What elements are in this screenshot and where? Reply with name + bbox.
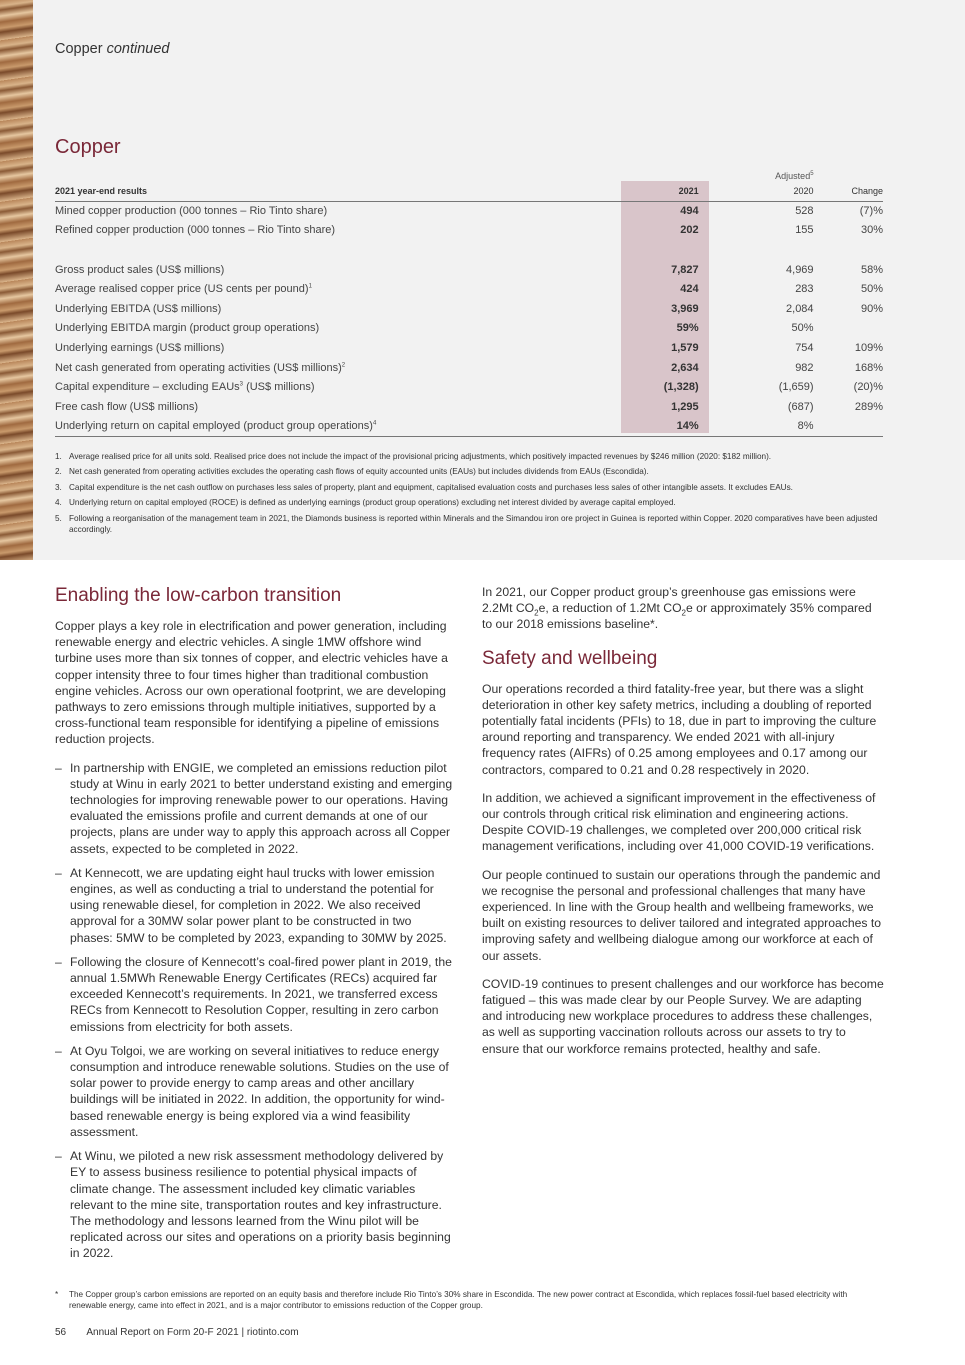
row-label: Capital expenditure – excluding EAUs$^3$ (US$ millions) — [55, 381, 315, 394]
note-item: 2. Net cash generated from operating activities excludes the operating cash flows of equity accounted units (EAUs) but includes dividends from EAUs (Escondida). — [55, 467, 649, 477]
value-change: (7)% — [859, 205, 883, 218]
value-2020: 8% — [705, 417, 814, 437]
value-2020: (1,659) — [778, 381, 814, 394]
value-2021: 3,969 — [671, 302, 699, 315]
value-2021: 1,579 — [671, 341, 699, 354]
value-change — [814, 417, 883, 437]
value-change: 58% — [860, 263, 883, 276]
heading-low-carbon: Enabling the low-carbon transition — [55, 585, 342, 606]
value-change: 50% — [860, 283, 883, 296]
value-2020: 4,969 — [786, 263, 814, 276]
section-title: Copper — [55, 136, 121, 158]
bullet-item: – In partnership with ENGIE, we completed an emissions reduction pilot study at Winu in early 2021 to better understand existing and emerging technologies for improving renewable power to our operations. Having evaluated the emissions profile and current demands at one of our projects, plans are under way to apply this approach across all Copper assets, expected to be completed in 2022. — [55, 760, 453, 856]
table-row — [55, 221, 883, 241]
value-2021: (1,328) — [663, 381, 699, 394]
value-2021: 494 — [680, 205, 699, 218]
row-label: Underlying EBITDA (US$ millions) — [55, 302, 222, 315]
header-2020: 2020 — [705, 181, 814, 201]
row-label: Underlying return on capital employed (product group operations)$^4$ — [55, 417, 529, 437]
value-2020: 982 — [795, 361, 814, 374]
note-item: 4. Underlying return on capital employed (ROCE) is defined as underlying earnings (product group operations) excluding net interest divided by average capital employed. — [55, 498, 676, 508]
report-name: Annual Report on Form 20-F 2021 — [86, 1327, 239, 1338]
row-label: Underlying earnings (US$ millions) — [55, 341, 225, 354]
value-change: 168% — [854, 361, 883, 374]
value-2020: 528 — [795, 205, 814, 218]
row-label: Free cash flow (US$ millions) — [55, 400, 199, 413]
safety-paragraph: Our operations recorded a third fatality-free year, but there was a slight deterioration in other key safety metrics, including a doubling of reported potentially fatal incidents (PFIs) to 18, due in part to improving the culture around reporting and transparency. We ended 2021 with all-injury frequency rates (AIFRs) of 0.25 among employees and 0.17 among our contractors, compared to 0.21 and 0.28 respectively in 2020. — [482, 681, 877, 777]
value-change: 109% — [854, 341, 883, 354]
value-change: (20)% — [853, 381, 883, 394]
decorative-copper-image — [0, 0, 33, 560]
note-item: 1. Average realised price for all units sold. Realised price does not include the impact of the provisional pricing adjustments, which positively impacted revenues by $246 million (2020: $182 million). — [55, 452, 772, 461]
value-2020: 155 — [795, 224, 814, 237]
note-item: 3. Capital expenditure is the net cash outflow on purchases less sales of property, plant and equipment, capitalised evaluation costs and purchases less sales of other intangible assets. It excludes EAUs. — [55, 482, 793, 492]
table-row — [55, 338, 883, 358]
bullet-item: – At Oyu Tolgoi, we are working on several initiatives to reduce energy consumption and introduce renewable solutions. Studies on the use of solar power to provide energy to camp areas and other ancillary buildings will be initiated in 2022. In addition, the opportunity for wind-based renewable energy is being explored via a wind feasibility assessment. — [55, 1043, 449, 1139]
value-2021: 7,827 — [671, 263, 699, 276]
bullet-item: – At Kennecott, we are updating eight haul trucks with lower emission engines, as well as conducting a trial to understand the potential for using renewable diesel, for completion in 2022. We also received approval for a 30MW solar power plant to be constructed in two phases: 5MW to be completed by 2023, expanding to 30MW by 2025. — [55, 865, 447, 945]
value-2020: (687) — [787, 400, 814, 413]
value-2020: 283 — [795, 283, 814, 296]
value-change: 90% — [860, 302, 883, 315]
table-row — [55, 299, 883, 319]
table-row — [55, 397, 883, 417]
value-change: 30% — [860, 224, 883, 237]
header-label: 2021 year-end results — [55, 181, 529, 201]
value-2020: 754 — [795, 341, 814, 354]
running-header: Copper continued — [55, 41, 170, 57]
table-row — [55, 319, 883, 339]
row-label: Refined copper production (000 tonnes – Rio Tinto share) — [55, 224, 336, 237]
adjusted-label: Adjusted$^5$ — [775, 171, 814, 181]
value-2020: 50% — [791, 322, 814, 335]
header-change: Change — [814, 181, 883, 201]
safety-paragraph: COVID-19 continues to present challenges and our workforce has become fatigued – this was made clear by our People Survey. We are adapting and introducing new workplace procedures to address these challenges, as well as supporting vaccination rollouts across our assets to try to ensure that our workforce remains protected, healthy and safe. — [482, 976, 884, 1056]
page-footer: 56 Annual Report on Form 20-F 2021 | riotinto.com — [55, 1327, 299, 1338]
value-2021: 1,295 — [671, 400, 699, 413]
table-row — [55, 260, 883, 280]
row-label: Net cash generated from operating activities (US$ millions)$^2$ — [55, 361, 346, 374]
header-2021: 2021 — [617, 181, 704, 201]
left-column — [55, 584, 457, 1270]
value-change — [814, 319, 883, 339]
website-link[interactable]: riotinto.com — [246, 1327, 299, 1338]
row-label: Underlying EBITDA margin (product group operations) — [55, 322, 320, 335]
row-label: Average realised copper price (US cents per pound)$^1$ — [55, 283, 312, 296]
right-column — [482, 584, 884, 1069]
table-row — [55, 201, 883, 221]
heading-safety: Safety and wellbeing — [482, 647, 658, 669]
row-label: Mined copper production (000 tonnes – Rio Tinto share) — [55, 205, 328, 218]
footnote: * The Copper group’s carbon emissions are reported on an equity basis and therefore include Rio Tinto’s 30% share in Escondida. The new power contract at Escondida, which replaces fossil-fuel based electricity with renewable energy, came into effect in 2021, and is a major contributor to emissions reduction of the Copper group. — [55, 1290, 848, 1310]
table-row — [55, 279, 883, 299]
table-header-row — [55, 181, 883, 201]
table-row — [55, 417, 883, 437]
bullet-item: – At Winu, we piloted a new risk assessment methodology delivered by EY to assess business resilience to potential physical impacts of climate change. The assessment included key climatic variables relevant to the mine site, transportation routes and key infrastructure. The methodology and lessons learned from the Winu pilot will be replicated across our sites and operations on a priority basis beginning in 2022. — [55, 1149, 451, 1261]
page-number: 56 — [55, 1327, 67, 1338]
safety-paragraph: In addition, we achieved a significant improvement in the effectiveness of our controls through critical risk elimination and engineering actions. Despite COVID-19 challenges, we completed over 200,000 critical risk management verifications, including over 41,000 COVID-19 verifications. — [482, 790, 876, 854]
value-2020: 2,084 — [786, 302, 814, 315]
note-item: 5. Following a reorganisation of the management team in 2021, the Diamonds business is reported within Minerals and the Simandou iron ore project in Guinea is reported within Copper. 2020 comparatives have been adjusted accordingly. — [55, 513, 878, 534]
safety-paragraph: Our people continued to sustain our operations through the pandemic and we recognise the personal and professional challenges that many have experienced. In line with the Group health and wellbeing frameworks, we built on existing resources to deliver tailored and integrated approaches to improving safety and wellbeing dialogue among our workforce at each of our assets. — [482, 867, 882, 963]
value-2021: 202 — [680, 224, 699, 237]
value-2021: 14% — [617, 417, 704, 437]
bullet-item: – Following the closure of Kennecott’s coal-fired power plant in 2019, the annual 1.5MWh Renewable Energy Certificates (RECs) acquired far exceeded Kennecott’s requirements. In 2021, we transferred excess RECs from Kennecott to Resolution Copper, resulting in zero carbon emissions from electricity for both assets. — [55, 954, 452, 1034]
value-2021: 59% — [676, 322, 699, 335]
value-2021: 424 — [680, 283, 699, 296]
results-table — [55, 165, 883, 437]
value-2021: 2,634 — [671, 361, 699, 374]
row-label: Gross product sales (US$ millions) — [55, 263, 225, 276]
intro-paragraph: Copper plays a key role in electrification and power generation, including renewable energy and electric vehicles. A single 1MW offshore wind turbine uses more than six tonnes of copper, and electric vehicles have a copper intensity three to four times higher than traditional combustion engine vehicles. Across our own operational footprint, we are developing pathways to zero emissions through multiple initiatives, supported by a cross-functional team responsible for identifying a pipeline of emissions reduction projects. — [55, 619, 448, 747]
table-row — [55, 377, 883, 397]
table-notes — [55, 451, 895, 539]
table-row — [55, 358, 883, 378]
value-change: 289% — [854, 400, 883, 413]
emissions-paragraph: In 2021, our Copper product group’s greenhouse gas emissions were 2.2Mt $CO_2e$, a reduction of 1.2Mt $CO_2e$ or approximately 35% compared to our 2018 emissions baseline*. — [482, 585, 872, 632]
